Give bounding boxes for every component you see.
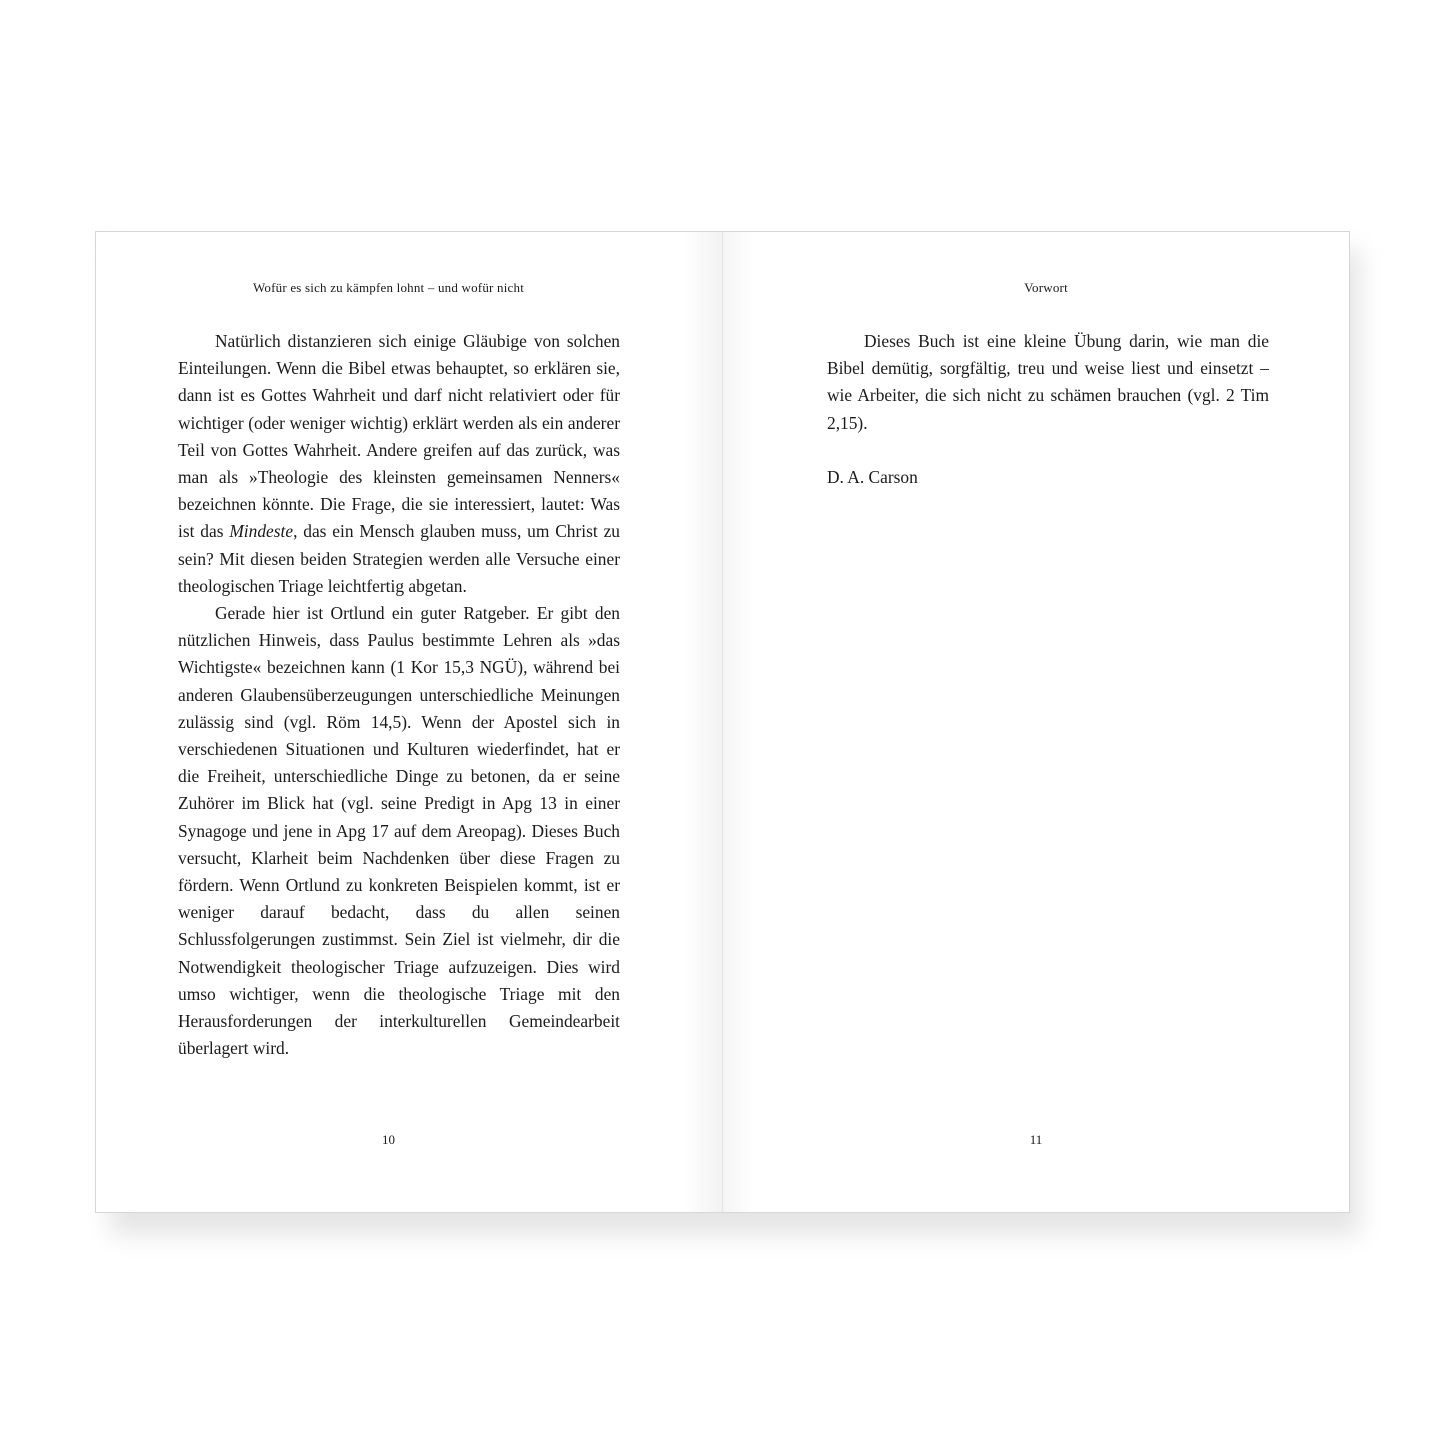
page-number-right: 11: [1029, 1132, 1043, 1147]
gutter-shading: [683, 232, 723, 1212]
paragraph-1-part-a: Natürlich distanzieren sich einige Gläubige von solchen Einteilungen. Wenn die Bibel etwas behauptet, so erklären sie, dann ist es Gottes Wahrheit und darf nicht relativiert oder für wichtiger (oder weniger wichtig) erklärt werden als ein anderer Teil von Gottes Wahrheit. Andere greifen auf das zurück, was man als »Theologie des kleinsten gemeinsamen Nenners« bezeichnen könnte. Die Frage, die sie interessiert, lautet: Was ist das: [178, 331, 620, 542]
paragraph-1: Dieses Buch ist eine kleine Übung darin, wie man die Bibel demütig, sorgfältig, treu und weise liest und einsetzt – wie Arbeiter, die sich nicht zu schämen brauchen (vgl. 2 Tim 2,15).: [827, 331, 1269, 433]
running-head-right: Vorwort: [1024, 280, 1068, 295]
page-number-left: 10: [382, 1132, 395, 1147]
author-signature: D. A. Carson: [827, 467, 918, 487]
paragraph-1-part-c: , das ein Mensch glauben muss, um Christ zu sein? Mit diesen beiden Strategien werden alle Versuche einer theologischen Triage leichtfertig abgetan.: [178, 521, 620, 596]
paragraph-2: Gerade hier ist Ortlund ein guter Ratgeber. Er gibt den nützlichen Hinweis, dass Paulus bestimmte Lehren als »das Wichtigste« bezeichnen kann (1 Kor 15,3 NGÜ), während bei anderen Glaubensüberzeugungen unterschiedliche Meinungen zulässig sind (vgl. Röm 14,5). Wenn der Apostel sich in verschiedenen Situationen und Kulturen wiederfindet, hat er die Freiheit, unterschiedliche Dinge zu betonen, da er seine Zuhörer im Blick hat (vgl. seine Predigt in Apg 13 in einer Synagoge und jene in Apg 17 auf dem Areopag). Dieses Buch versucht, Klarheit beim Nachdenken über diese Fragen zu fördern. Wenn Ortlund zu konkreten Beispielen kommt, ist er weniger darauf bedacht, dass du allen seinen Schlussfolgerungen zustimmst. Sein Ziel ist vielmehr, dir die Notwendigkeit theologischer Triage aufzuzeigen. Dies wird umso wichtiger, wenn die theologische Triage mit den Herausforderungen der interkulturellen Gemeindearbeit überlagert wird.: [178, 603, 620, 1059]
paragraph-1: [178, 328, 620, 600]
left-body-text: [178, 328, 620, 1062]
right-body-text: [827, 328, 1269, 437]
running-head-left: Wofür es sich zu kämpfen lohnt – und wofür nicht: [252, 280, 525, 295]
left-page: [95, 231, 723, 1213]
emphasis-mindeste: Mindeste: [229, 521, 294, 542]
right-page: [722, 231, 1350, 1213]
gutter-shading: [723, 232, 753, 1212]
